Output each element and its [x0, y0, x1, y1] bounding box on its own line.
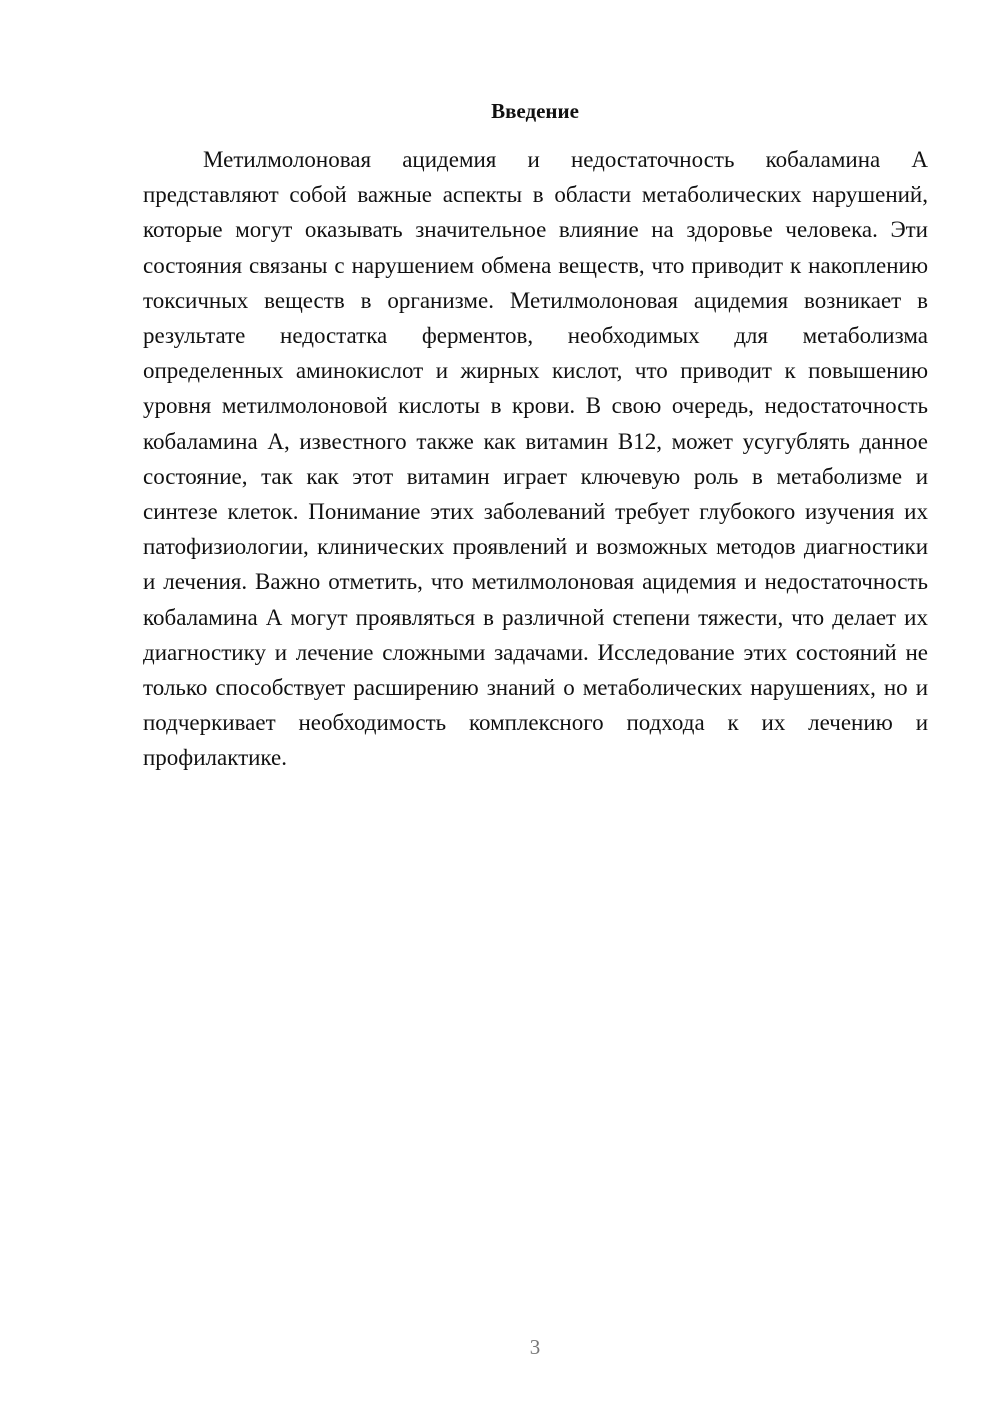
- intro-paragraph: Метилмолоновая ацидемия и недостаточность кобаламина А представляют собой важные аспекты в области метаболических нарушений, которые могут оказывать значительное влияние на здоровье человека. Эти состояния связаны с нарушением обмена веществ, что приводит к накоплению токсичных веществ в организме. Метилмолоновая ацидемия возникает в результате недостатка ферментов, необходимых для метаболизма определенных аминокислот и жирных кислот, что приводит к повышению уровня метилмолоновой кислоты в крови. В свою очередь, недостаточность кобаламина А, известного также как витамин B12, может усугублять данное состояние, так как этот витамин играет ключевую роль в метаболизме и синтезе клеток. Понимание этих заболеваний требует глубокого изучения их патофизиологии, клинических проявлений и возможных методов диагностики и лечения. Важно отметить, что метилмолоновая ацидемия и недостаточность кобаламина А могут проявляться в различной степени тяжести, что делает их диагностику и лечение сложными задачами. Исследование этих состояний не только способствует расширению знаний о метаболических нарушениях, но и подчеркивает необходимость комплексного подхода к их лечению и профилактике.: [143, 147, 928, 771]
- section-title: Введение: [491, 99, 579, 123]
- page-number: 3: [529, 1335, 541, 1359]
